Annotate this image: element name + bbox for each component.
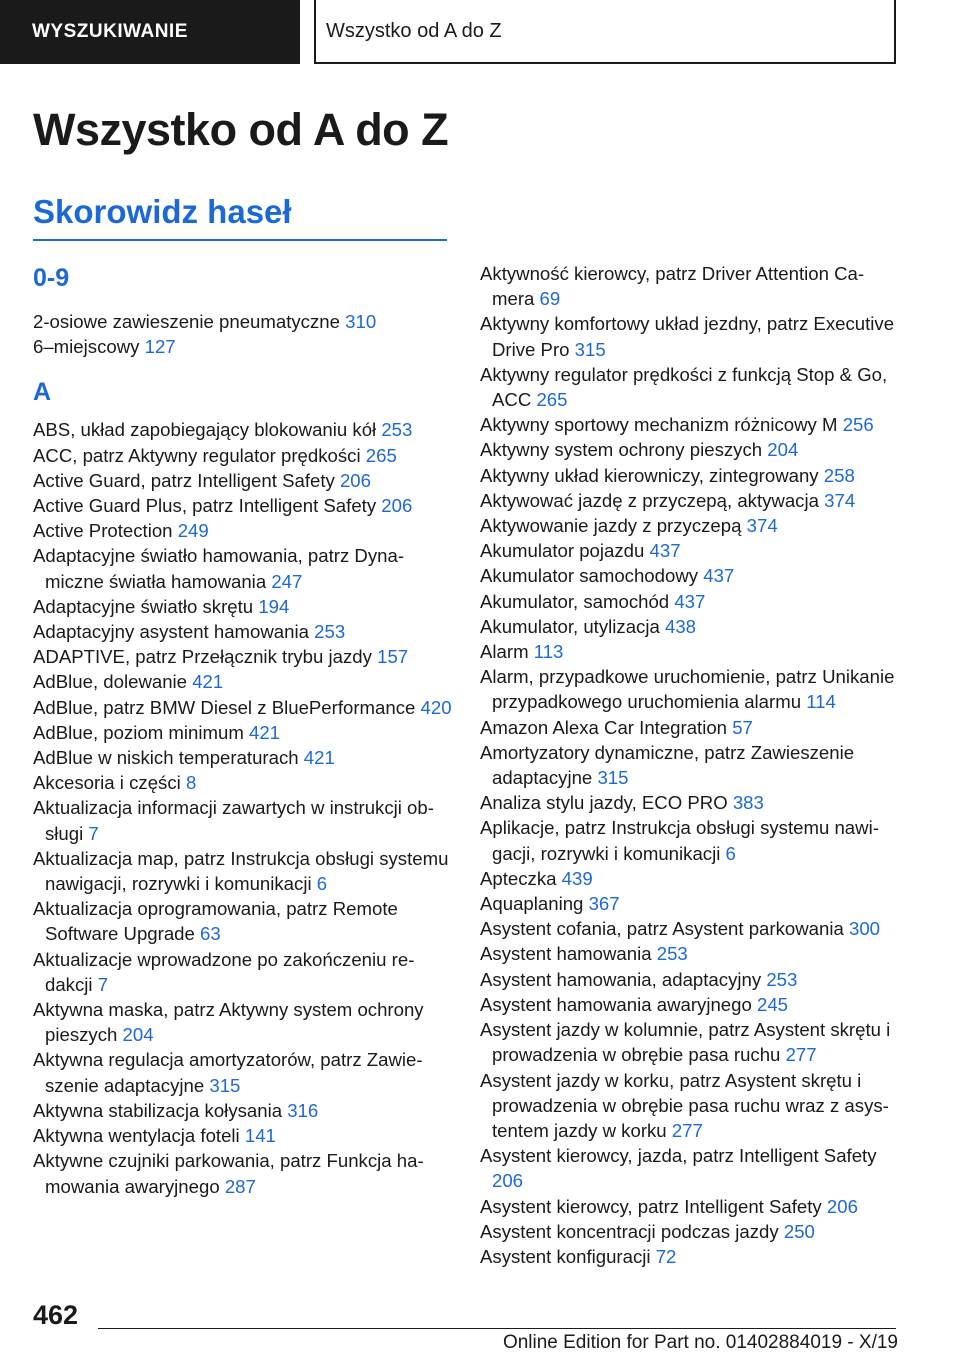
index-entry-term: 6–miejscowy [33,336,140,358]
index-group [480,261,900,1269]
index-entry-term: Asystent hamowania, adaptacyjny [480,968,762,990]
page-title: Wszystko od A do Z [33,104,449,155]
index-entry [33,1123,453,1148]
page-reference-link[interactable]: 8 [185,772,197,794]
index-entry [33,644,453,669]
page-reference-link[interactable]: 315 [574,338,606,360]
index-entry [33,309,453,334]
page-reference-link[interactable]: 421 [192,671,224,693]
index-entry [480,362,900,412]
page-reference-link[interactable]: 247 [271,570,303,592]
index-entry-term: Asystent cofania, patrz Asystent parkowania [480,918,844,940]
page-reference-link[interactable]: 6 [316,873,328,895]
index-group-heading: A [33,378,52,407]
index-entry [33,846,453,896]
index-entry-term: Aquaplaning [480,893,584,915]
page-reference-link[interactable]: 265 [536,389,568,411]
index-entry-term: Asystent kierowcy, jazda, patrz Intelligent Safety [480,1145,877,1167]
index-entry [33,695,453,720]
index-entry-term: Aktywować jazdę z przyczepą, aktywacja [480,489,819,511]
index-entry-term: Adaptacyjne światło hamowania, patrz Dynamiczne światła hamowania [33,545,405,592]
index-entry-term: Asystent hamowania awaryjnego [480,993,752,1015]
index-entry-term: Asystent konfiguracji [480,1245,651,1267]
index-entry [33,947,453,997]
index-entry-term: Aktywny komfortowy układ jezdny, patrz Executive Drive Pro [480,313,895,360]
search-tab[interactable]: WYSZUKIWANIE [0,0,300,64]
index-left-column [33,261,453,1199]
index-entry-term: Aktywna wentylacja foteli [33,1125,240,1147]
index-entry [33,997,453,1047]
index-entry [480,437,900,462]
index-entry [33,1148,453,1198]
index-group [33,417,453,1198]
edition-note: Online Edition for Part no. 01402884019 - X/19 [502,1332,898,1353]
page-reference-link[interactable]: 439 [561,867,593,889]
page-reference-link[interactable]: 277 [671,1119,703,1141]
page-reference-link[interactable]: 206 [826,1195,858,1217]
index-entry-term: Akumulator samochodowy [480,565,699,587]
page-reference-link[interactable]: 287 [224,1175,256,1197]
footer-divider [98,1328,896,1329]
index-entry-term: Aktualizacja informacji zawartych w instrukcji obsługi [33,797,434,844]
index-entry [33,795,453,845]
index-entry [480,311,900,361]
page-reference-link[interactable]: 7 [97,973,109,995]
index-entry-term: Aktywny regulator prędkości z funkcją Stop & Go, ACC [480,363,888,411]
index-entry-term: ACC, patrz Aktywny regulator prędkości [33,444,361,466]
page-reference-link[interactable]: 300 [848,918,881,940]
page-reference-link[interactable]: 253 [381,419,413,441]
index-entry [33,594,453,619]
index-entry [480,1194,900,1219]
index-entry [33,334,453,359]
index-entry [33,745,453,770]
index-entry [33,669,453,694]
index-entry-term: Alarm, przypadkowe uruchomienie, patrz Unikanie przypadkowego uruchomienia alarmu [480,666,895,713]
index-entry-term: Asystent koncentracji podczas jazdy [480,1220,779,1242]
page-reference-link[interactable]: 437 [703,565,735,587]
index-entry-term: AdBlue, poziom minimum [33,721,244,743]
page-reference-link[interactable]: 72 [655,1245,677,1267]
page-reference-link[interactable]: 256 [842,414,874,436]
index-entry [480,1068,900,1144]
index-entry-term: Asystent jazdy w korku, patrz Asystent skrętu i prowadzenia w obrębie pasa ruchu wraz z asystentem jazdy w korku [480,1069,889,1141]
index-entry [480,1219,900,1244]
index-entry [480,715,900,740]
index-entry-term: Aktywność kierowcy, patrz Driver Attention Camera [480,263,865,310]
page-reference-link[interactable]: 206 [339,469,371,491]
index-entry-term: Active Guard Plus, patrz Intelligent Safety [33,495,377,517]
index-entry [480,815,900,865]
index-entry-term: Alarm [480,641,529,663]
index-entry-term: Asystent jazdy w kolumnie, patrz Asystent skrętu i prowadzenia w obrębie pasa ruchu [480,1019,891,1066]
page-reference-link[interactable]: 437 [649,540,681,562]
index-entry-term: Aktywna regulacja amortyzatorów, patrz Zawieszenie adaptacyjne [33,1049,423,1096]
index-entry [480,740,900,790]
page-reference-link[interactable]: 374 [824,489,856,511]
index-entry-term: AdBlue, dolewanie [33,671,188,693]
index-entry-term: Aktualizacja map, patrz Instrukcja obsługi systemu nawigacji, rozrywki i komunikacji [33,847,449,895]
page-reference-link[interactable]: 367 [588,893,620,915]
index-entry [480,538,900,563]
page-reference-link[interactable]: 69 [539,288,561,310]
index-entry-term: Aktywne czujniki parkowania, patrz Funkcja hamowania awaryjnego [33,1150,424,1197]
index-entry-term: ABS, układ zapobiegający blokowaniu kół [33,419,377,441]
index-entry [33,543,453,593]
index-entry-term: Akcesoria i części [33,772,181,794]
index-entry-term: Aktywny system ochrony pieszych [480,439,763,461]
index-entry-term: Analiza stylu jazdy, ECO PRO [480,792,728,814]
index-entry [480,412,900,437]
page-reference-link[interactable]: 206 [381,495,413,517]
index-entry [480,488,900,513]
index-entry-term: Aktualizacje wprowadzone po zakończeniu redakcji [33,948,415,995]
page-reference-link[interactable]: 310 [345,311,377,332]
index-entry [480,513,900,538]
index-entry-term: AdBlue, patrz BMW Diesel z BluePerformance [33,696,416,718]
page-reference-link[interactable]: 157 [377,646,409,668]
page-reference-link[interactable]: 258 [823,464,855,486]
index-entry [480,664,900,714]
page-reference-link[interactable]: 374 [746,515,778,537]
index-entry [480,1143,900,1193]
index-group [33,309,453,359]
index-entry-term: Active Protection [33,520,173,542]
index-entry-term: Amortyzatory dynamiczne, patrz Zawieszenie adaptacyjne [480,741,855,789]
page-reference-link[interactable]: 316 [287,1099,319,1121]
index-entry [480,941,900,966]
index-group-heading: 0-9 [33,264,70,292]
page-reference-link[interactable]: 127 [144,336,176,358]
page-reference-link[interactable]: 6 [725,842,736,864]
index-entry-term: Aktywna stabilizacja kołysania [33,1099,283,1121]
index-entry [33,1047,453,1097]
index-entry [480,589,900,614]
page-reference-link[interactable]: 253 [656,943,688,965]
page-reference-link[interactable]: 421 [303,747,335,769]
index-entry [480,463,900,488]
index-entry [480,614,900,639]
page-reference-link[interactable]: 315 [597,767,629,789]
index-entry [33,619,453,644]
index-entry [480,1244,900,1269]
page-reference-link[interactable]: 249 [177,520,209,542]
page-reference-link[interactable]: 277 [785,1044,817,1066]
section-divider [33,239,447,241]
index-entry [480,967,900,992]
page-reference-link[interactable]: 383 [732,792,764,814]
page-reference-link[interactable]: 113 [533,641,564,663]
index-entry-term: Asystent hamowania [480,943,652,965]
page-reference-link[interactable]: 114 [806,691,836,713]
index-entry [480,866,900,891]
page-reference-link[interactable]: 315 [209,1074,241,1096]
index-entry-term: 2-osiowe zawieszenie pneumatyczne [33,311,340,332]
index-entry [33,493,453,518]
index-entry-term: Akumulator, samochód [480,590,670,612]
page-reference-link[interactable]: 204 [767,439,799,461]
page-reference-link[interactable]: 57 [732,716,753,738]
index-entry [33,417,453,442]
index-entry [33,1098,453,1123]
index-entry-term: Apteczka [480,867,557,889]
index-entry-term: Adaptacyjny asystent hamowania [33,621,309,643]
current-section-tab[interactable]: Wszystko od A do Z [314,0,896,64]
page-number: 462 [33,1300,79,1330]
index-entry-term: ADAPTIVE, patrz Przełącznik trybu jazdy [33,646,372,668]
index-entry [480,261,900,311]
page-reference-link[interactable]: 7 [88,822,99,844]
index-entry-term: Amazon Alexa Car Integration [480,716,728,738]
index-entry-term: Aplikacje, patrz Instrukcja obsługi systemu nawigacji, rozrywki i komunikacji [480,817,879,864]
page-reference-link[interactable]: 265 [365,444,397,466]
page-reference-link[interactable]: 253 [314,621,346,643]
index-right-column [480,261,900,1269]
index-entry-term: Akumulator, utylizacja [480,615,660,637]
index-entry [33,468,453,493]
page-reference-link[interactable]: 420 [420,696,452,718]
page-reference-link[interactable]: 250 [783,1220,815,1242]
index-entry-term: Aktualizacja oprogramowania, patrz Remote Software Upgrade [33,898,398,945]
index-entry [480,790,900,815]
index-entry-term: Aktywny układ kierowniczy, zintegrowany [480,464,819,486]
page-reference-link[interactable]: 245 [757,993,789,1015]
index-entry [33,720,453,745]
index-entry [480,563,900,588]
index-entry [33,770,453,795]
page-reference-link[interactable]: 206 [492,1170,524,1192]
page-reference-link[interactable]: 421 [248,721,281,743]
page-reference-link[interactable]: 438 [665,615,697,637]
index-entry [33,896,453,946]
index-entry-term: Aktywowanie jazdy z przyczepą [480,515,742,537]
index-entry [33,518,453,543]
index-entry-term: AdBlue w niskich temperaturach [33,747,299,769]
page-reference-link[interactable]: 437 [674,590,706,612]
index-entry-term: Active Guard, patrz Intelligent Safety [33,469,335,491]
index-entry [33,443,453,468]
index-entry [480,916,900,941]
page-reference-link[interactable]: 194 [258,595,290,617]
top-navigation [0,0,960,64]
index-entry [480,1017,900,1067]
section-title: Skorowidz haseł [33,193,292,230]
index-entry-term: Aktywny sportowy mechanizm różnicowy M [480,414,838,436]
index-entry-term: Akumulator pojazdu [480,540,645,562]
page-reference-link[interactable]: 141 [244,1125,276,1147]
page-reference-link[interactable]: 63 [200,923,221,945]
index-entry-term: Asystent kierowcy, patrz Intelligent Safety [480,1195,822,1217]
index-entry-term: Adaptacyjne światło skrętu [33,595,254,617]
index-entry [480,639,900,664]
index-entry [480,891,900,916]
index-entry-term: Aktywna maska, patrz Aktywny system ochrony pieszych [33,999,424,1046]
page-reference-link[interactable]: 204 [122,1024,154,1046]
index-entry [480,992,900,1017]
page-reference-link[interactable]: 253 [766,968,798,990]
